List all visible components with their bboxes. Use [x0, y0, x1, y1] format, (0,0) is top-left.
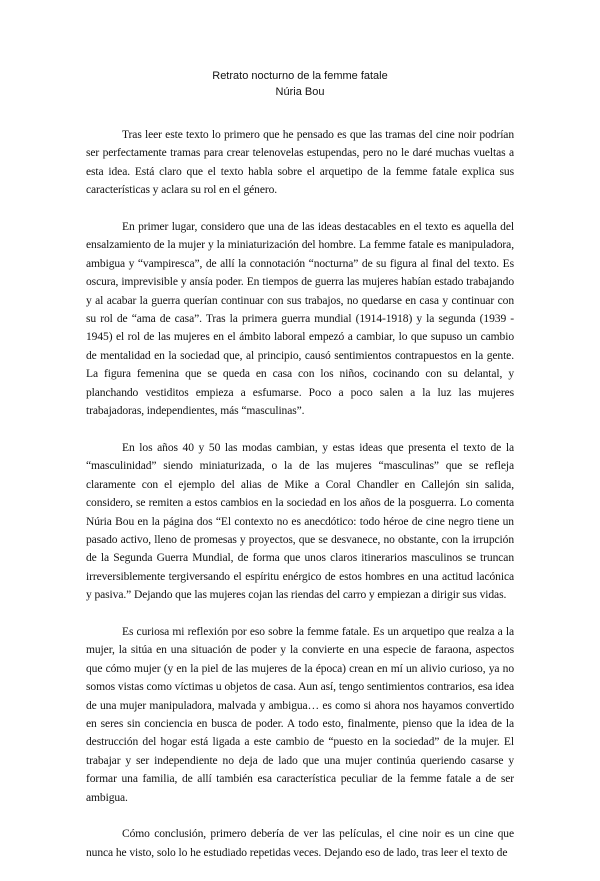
- title-block: [0, 68, 600, 100]
- paragraph-5: Cómo conclusión, primero debería de ver las películas, el cine noir es un cine que nunca he visto, solo lo he estudiado repetidas veces. Dejando eso de lado, tras leer el texto de: [86, 828, 514, 859]
- document-body: [86, 126, 514, 881]
- document-author: Núria Bou: [275, 86, 325, 98]
- paragraph-1: Tras leer este texto lo primero que he pensado es que las tramas del cine noir podrían ser perfectamente tramas para crear telenovelas estupendas, pero no le daré muchas vueltas a esta idea. Está claro que el texto habla sobre el arquetipo de la femme fatale explica sus características y aclara su rol en el género.: [86, 129, 514, 197]
- paragraph-3: En los años 40 y 50 las modas cambian, y estas ideas que presenta el texto de la “masculinidad” siendo miniaturizada, o la de las mujeres “masculinas” que se refleja claramente con el ejemplo del alias de Mike a Coral Chandler en Callejón sin salida, considero, se remiten a estos cambios en la sociedad en los años de la posguerra. Lo comenta Núria Bou en la página dos “El contexto no es anecdótico: todo héroe de cine negro tiene un pasado activo, lleno de promesas y proyectos, que se desvanece, no obstante, con la irrupción de la Segunda Guerra Mundial, de forma que unos claros itinerarios masculinos se truncan irreversiblemente tergiversando el espíritu enérgico de estos hombres en una actitud lacónica y pasiva.” Dejando que las mujeres cojan las riendas del carro y empiezan a dirigir sus vidas.: [86, 441, 514, 602]
- paragraph-2: En primer lugar, considero que una de las ideas destacables en el texto es aquella del ensalzamiento de la mujer y la miniaturización del hombre. La femme fatale es manipuladora, ambigua y “vampiresca”, de allí la connotación “nocturna” de su figura al final del texto. Es oscura, imprevisible y ansía poder. En tiempos de guerra las mujeres habían estado trabajando y al acabar la guerra querían continuar con sus trabajos, no quedarse en casa y continuar con su rol de “ama de casa”. Tras la primera guerra mundial (1914-1918) y la segunda (1939 - 1945) el rol de las mujeres en el ámbito laboral empezó a cambiar, lo que supuso un cambio de mentalidad en la sociedad que, al principio, causó sentimientos contrapuestos en la gente. La figura femenina que se queda en casa con los niños, cocinando con su delantal, y planchando vestiditos empieza a esfumarse. Poco a poco salen a la luz las mujeres trabajadoras, independientes, más “masculinas”.: [86, 221, 514, 418]
- paragraph-4: Es curiosa mi reflexión por eso sobre la femme fatale. Es un arquetipo que realza a la mujer, la sitúa en una situación de poder y la convierte en una especie de faraona, aspectos que cómo mujer (y en la piel de las mujeres de la época) crean en mí un alivio curioso, ya no somos vistas como víctimas u objetos de casa. Aun así, tengo sentimientos contrarios, esa idea de una mujer manipuladora, malvada y ambigua… es como si ahora nos hayamos convertido en seres sin conciencia en busca de poder. A todo esto, finalmente, pienso que la idea de la destrucción del hogar está ligada a este cambio de “puesto en la sociedad” de la mujer. El trabajar y ser independiente no deja de lado que una mujer continúa queriendo casarse y formar una familia, de allí también esa característica peculiar de la femme fatale a de ser ambigua.: [86, 625, 514, 804]
- document-title: Retrato nocturno de la femme fatale: [212, 70, 388, 82]
